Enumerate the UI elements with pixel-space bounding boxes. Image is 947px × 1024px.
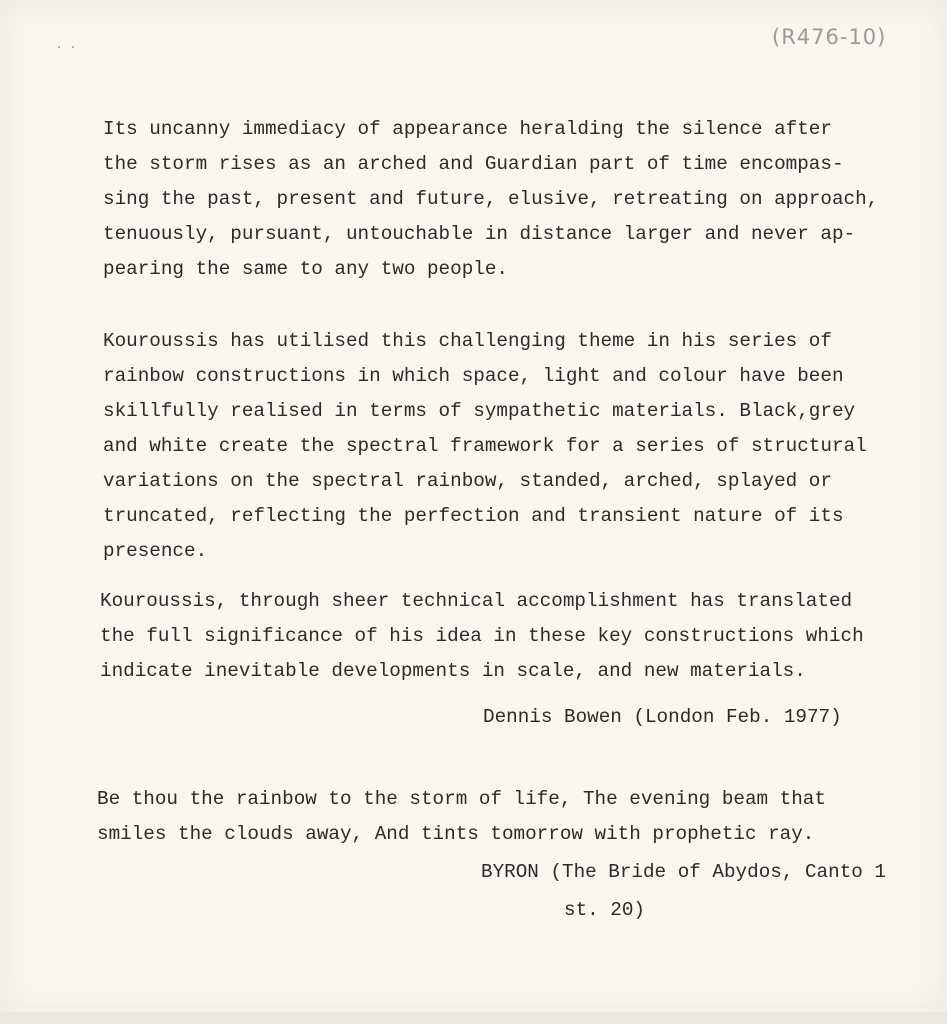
quote-line: smiles the clouds away, And tints tomorrow with prophetic ray. xyxy=(97,823,815,845)
text-line: the storm rises as an arched and Guardian part of time encompas- xyxy=(103,153,844,175)
text-line: Kouroussis, through sheer technical accomplishment has translated xyxy=(100,590,853,612)
paper-speck xyxy=(58,46,60,48)
quote-line: Be thou the rainbow to the storm of life, The evening beam that xyxy=(97,788,826,810)
text-line: rainbow constructions in which space, light and colour have been xyxy=(103,365,844,387)
text-line: truncated, reflecting the perfection and transient nature of its xyxy=(103,505,844,527)
text-line: tenuously, pursuant, untouchable in distance larger and never ap- xyxy=(103,223,856,245)
quote-attribution-continued: st. 20) xyxy=(564,899,645,921)
paragraph-3 xyxy=(100,584,864,689)
paragraph-1 xyxy=(103,112,878,287)
text-line: Its uncanny immediacy of appearance heralding the silence after xyxy=(103,118,832,140)
text-line: the full significance of his idea in these key constructions which xyxy=(100,625,864,647)
text-line: indicate inevitable developments in scale, and new materials. xyxy=(100,660,806,682)
text-line: pearing the same to any two people. xyxy=(103,258,508,280)
text-line: presence. xyxy=(103,540,208,562)
archive-reference-annotation: (R476-10) xyxy=(772,25,887,49)
paragraph-2 xyxy=(103,324,867,569)
byron-quote xyxy=(97,782,826,852)
text-line: and white create the spectral framework for a series of structural xyxy=(103,435,867,457)
quote-attribution: BYRON (The Bride of Abydos, Canto 1 xyxy=(481,861,886,883)
paper-speck xyxy=(72,46,74,48)
text-line: variations on the spectral rainbow, standed, arched, splayed or xyxy=(103,470,832,492)
text-line: Kouroussis has utilised this challenging theme in his series of xyxy=(103,330,832,352)
text-line: sing the past, present and future, elusive, retreating on approach, xyxy=(103,188,879,210)
text-line: skillfully realised in terms of sympathetic materials. Black,grey xyxy=(103,400,856,422)
author-signature: Dennis Bowen (London Feb. 1977) xyxy=(483,706,842,728)
